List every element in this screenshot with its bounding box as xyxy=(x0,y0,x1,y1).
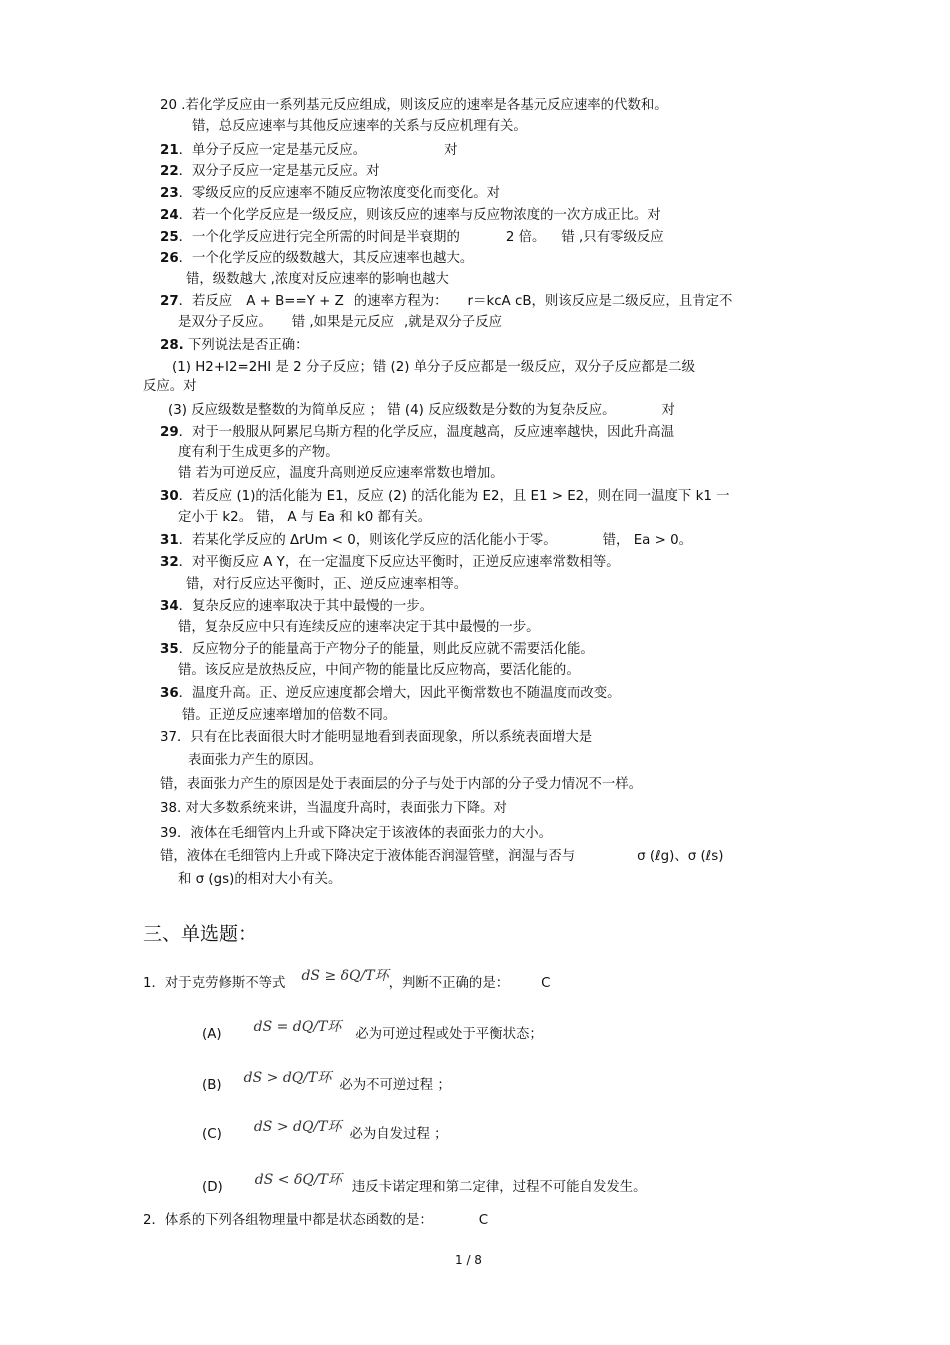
question-text: ．若一个化学反应是一级反应，则该反应的速率与反应物浓度的一次方成正比。对 xyxy=(178,208,661,223)
option-a xyxy=(202,1019,543,1043)
answer-26: 错，级数越大 ,浓度对反应速率的影响也越大 xyxy=(186,272,449,287)
question-22 xyxy=(160,163,380,180)
question-number: 36 xyxy=(160,686,179,701)
statement-text: (3) 反应级数是整数的为简单反应 ； 错 (4) 反应级数是分数的为复杂反应。 xyxy=(168,403,616,418)
question-32 xyxy=(160,554,620,571)
question-text: ．若某化学反应的 ΔrUm < 0，则该化学反应的活化能小于零。 xyxy=(178,533,557,548)
question-stem: 1．对于克劳修斯不等式 xyxy=(143,976,286,991)
question-number: 31 xyxy=(160,533,179,548)
question-number: 32 xyxy=(160,555,179,570)
answer-part: ,就是双分子反应 xyxy=(403,315,502,330)
question-text: ．对于一般服从阿累尼乌斯方程的化学反应，温度越高，反应速率越快，因此升高温 xyxy=(178,425,675,440)
question-21 xyxy=(160,142,458,159)
question-39: 39．液体在毛细管内上升或下降决定于该液体的表面张力的大小。 xyxy=(160,826,552,841)
answer-31: 错， Ea > 0。 xyxy=(602,533,693,548)
question-27 xyxy=(160,293,732,310)
question-24 xyxy=(160,207,661,224)
answer-25: 错 ,只有零级反应 xyxy=(561,230,664,245)
question-number: 29 xyxy=(160,425,179,440)
answer-21: 对 xyxy=(444,143,458,158)
question-text: ．复杂反应的速率取决于其中最慢的一步。 xyxy=(178,599,434,614)
option-text: 必为不可逆过程 ； xyxy=(339,1078,451,1093)
answer-30: 定小于 k2。 错， A 与 Ea 和 k0 都有关。 xyxy=(178,510,432,525)
question-number: 20 xyxy=(160,98,178,113)
question-text: ．双分子反应一定是基元反应。对 xyxy=(178,164,380,179)
answer-letter: C xyxy=(541,976,551,991)
option-label: (C) xyxy=(202,1127,222,1142)
question-text: ．若反应 xyxy=(178,294,233,309)
question-text: ．反应物分子的能量高于产物分子的能量，则此反应就不需要活化能。 xyxy=(178,642,594,657)
question-text: ．对平衡反应 A Y，在一定温度下反应达平衡时，正逆反应速率常数相等。 xyxy=(178,555,620,570)
question-30 xyxy=(160,488,730,505)
option-formula: dS < δQ/T环 xyxy=(254,1172,342,1188)
question-number: 23 xyxy=(160,186,179,201)
question-28-line-1: (1) H2+I2=2HI 是 2 分子反应；错 (2) 单分子反应都是一级反应，双分子反应都是二级 xyxy=(172,360,695,375)
option-b xyxy=(202,1070,451,1094)
option-text: 必为自发过程 ； xyxy=(349,1127,448,1142)
answer-34: 错，复杂反应中只有连续反应的速率决定于其中最慢的一步。 xyxy=(178,620,540,635)
question-28-line-3 xyxy=(168,402,675,419)
option-label: (A) xyxy=(202,1027,222,1042)
question-text: ．单分子反应一定是基元反应。 xyxy=(178,143,367,158)
option-d xyxy=(202,1172,647,1196)
question-text: 下列说法是否正确： xyxy=(183,338,309,353)
question-text: ．零级反应的反应速率不随反应物浓度变化而变化。对 xyxy=(178,186,501,201)
question-text-mid: 2 倍。 xyxy=(505,230,546,245)
mc-question-2 xyxy=(143,1212,488,1229)
question-number: 22 xyxy=(160,164,179,179)
answer-32: 错，对行反应达平衡时，正、逆反应速率相等。 xyxy=(186,577,468,592)
question-text: ．若反应 (1)的活化能为 E1，反应 (2) 的活化能为 E2，且 E1 > E2，则在同一温度下 k1 一 xyxy=(178,489,730,504)
question-29 xyxy=(160,424,674,441)
question-25 xyxy=(160,229,664,246)
page-number: 1 / 8 xyxy=(455,1253,482,1267)
question-26 xyxy=(160,250,473,267)
mc-question-1 xyxy=(143,968,551,992)
question-37: 37．只有在比表面很大时才能明显地看到表面现象，所以系统表面增大是 xyxy=(160,730,593,745)
question-number: 28. xyxy=(160,338,184,353)
answer-39 xyxy=(160,848,723,865)
question-text-mid: 的速率方程为： xyxy=(353,294,448,309)
answer-36: 错。正逆反应速率增加的倍数不同。 xyxy=(182,708,397,723)
option-formula: dS = dQ/T环 xyxy=(253,1019,342,1035)
question-number: 24 xyxy=(160,208,179,223)
question-text: .若化学反应由一系列基元反应组成，则该反应的速率是各基元反应速率的代数和。 xyxy=(177,98,668,113)
rate-equation: r＝kcA cB，则该反应是二级反应，且肯定不 xyxy=(467,294,733,309)
question-number: 34 xyxy=(160,599,179,614)
option-text: 必为可逆过程或处于平衡状态； xyxy=(355,1027,543,1042)
question-38: 38. 对大多数系统来讲，当温度升高时，表面张力下降。对 xyxy=(160,801,507,816)
option-c xyxy=(202,1119,448,1143)
question-28-line-2: 反应。对 xyxy=(143,379,197,394)
question-34 xyxy=(160,598,433,615)
question-number: 27 xyxy=(160,294,179,309)
question-text: ．一个化学反应的级数越大，其反应速率也越大。 xyxy=(178,251,474,266)
answer-29: 错 若为可逆反应，温度升高则逆反应速率常数也增加。 xyxy=(178,466,504,481)
answer-text: 错，液体在毛细管内上升或下降决定于液体能否润湿管壁，润湿与否与 xyxy=(160,849,576,864)
section-heading: 三、单选题： xyxy=(143,923,258,945)
question-31 xyxy=(160,532,692,549)
question-stem-tail: ，判断不正确的是： xyxy=(388,976,510,991)
question-28 xyxy=(160,337,309,354)
question-number: 30 xyxy=(160,489,179,504)
question-stem: 2．体系的下列各组物理量中都是状态函数的是： xyxy=(143,1213,433,1228)
question-text: ．温度升高。正、逆反应速度都会增大，因此平衡常数也不随温度而改变。 xyxy=(178,686,621,701)
question-37-line-2: 表面张力产生的原因。 xyxy=(188,753,322,768)
option-label: (B) xyxy=(202,1078,222,1093)
question-number: 21 xyxy=(160,143,179,158)
option-formula: dS > dQ/T环 xyxy=(253,1119,342,1135)
answer-27 xyxy=(178,314,502,331)
question-20 xyxy=(160,97,668,114)
question-35 xyxy=(160,641,594,658)
option-text: 违反卡诺定理和第二定律，过程不可能自发发生。 xyxy=(351,1180,647,1195)
question-number: 35 xyxy=(160,642,179,657)
clausius-inequality-formula: dS ≥ δQ/T环 xyxy=(301,968,389,984)
reaction-equation: A + B==Y + Z xyxy=(246,294,344,309)
answer-39-line-2: 和 σ (gs)的相对大小有关。 xyxy=(178,872,342,887)
surface-tension-symbols: σ (ℓg)、σ (ℓs) xyxy=(637,849,724,864)
answer-part: 错 ,如果是元反应 xyxy=(291,315,394,330)
question-number: 25 xyxy=(160,230,179,245)
option-label: (D) xyxy=(202,1180,223,1195)
option-formula: dS > dQ/T环 xyxy=(243,1070,332,1086)
question-23 xyxy=(160,185,500,202)
question-number: 26 xyxy=(160,251,179,266)
question-29-line-2: 度有利于生成更多的产物。 xyxy=(178,445,339,460)
answer-letter: C xyxy=(478,1213,489,1228)
answer-35: 错。该反应是放热反应，中间产物的能量比反应物高，要活化能的。 xyxy=(178,663,580,678)
question-text: ．一个化学反应进行完全所需的时间是半衰期的 xyxy=(178,230,460,245)
answer-28: 对 xyxy=(661,403,675,418)
answer-37: 错，表面张力产生的原因是处于表面层的分子与处于内部的分子受力情况不一样。 xyxy=(160,777,643,792)
answer-20: 错，总反应速率与其他反应速率的关系与反应机理有关。 xyxy=(192,119,527,134)
answer-part: 是双分子反应。 xyxy=(178,315,272,330)
question-36 xyxy=(160,685,621,702)
